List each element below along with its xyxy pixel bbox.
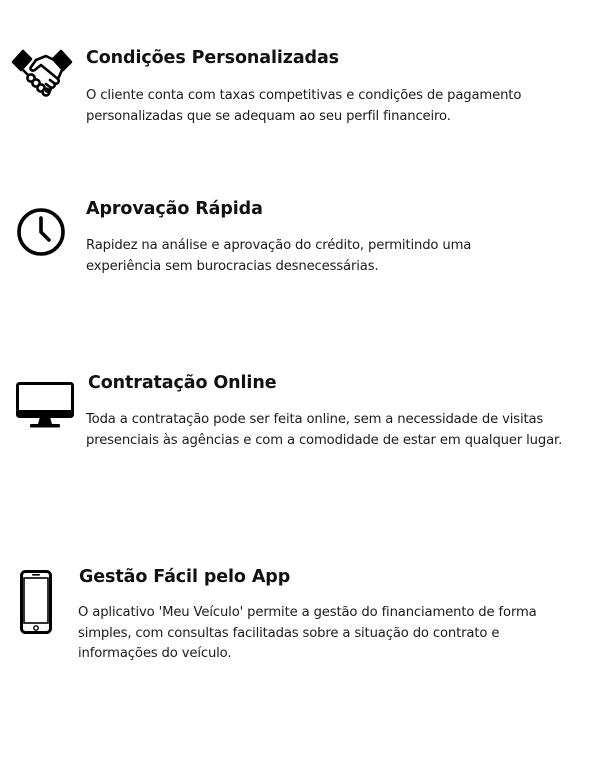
clock-icon xyxy=(16,207,66,257)
feature-description xyxy=(86,410,596,451)
handshake-icon xyxy=(10,47,74,103)
feature-description xyxy=(78,603,588,665)
feature-title: Aprovação Rápida xyxy=(86,199,263,219)
smartphone-icon xyxy=(20,570,52,634)
feature-title: Condições Personalizadas xyxy=(86,48,339,68)
description-line: informações do veículo. xyxy=(78,646,232,661)
description-line: Rapidez na análise e aprovação do crédito, permitindo uma xyxy=(86,238,472,253)
description-line: personalizadas que se adequam ao seu perfil financeiro. xyxy=(86,108,451,124)
description-line: O aplicativo 'Meu Veículo' permite a gestão do financiamento de forma xyxy=(78,605,537,620)
feature-title: Contratação Online xyxy=(88,373,277,393)
description-line: O cliente conta com taxas competitivas e condições de pagamento xyxy=(86,88,522,103)
description-line: Toda a contratação pode ser feita online, sem a necessidade de visitas xyxy=(86,412,544,427)
description-line: presenciais às agências e com a comodidade de estar em qualquer lugar. xyxy=(86,432,563,448)
feature-title: Gestão Fácil pelo App xyxy=(79,567,291,587)
feature-description xyxy=(86,236,586,277)
description-line: simples, com consultas facilitadas sobre a situação do contrato e xyxy=(78,625,500,641)
monitor-icon xyxy=(16,382,74,430)
feature-description xyxy=(86,86,586,127)
description-line: experiência sem burocracias desnecessárias. xyxy=(86,258,379,274)
